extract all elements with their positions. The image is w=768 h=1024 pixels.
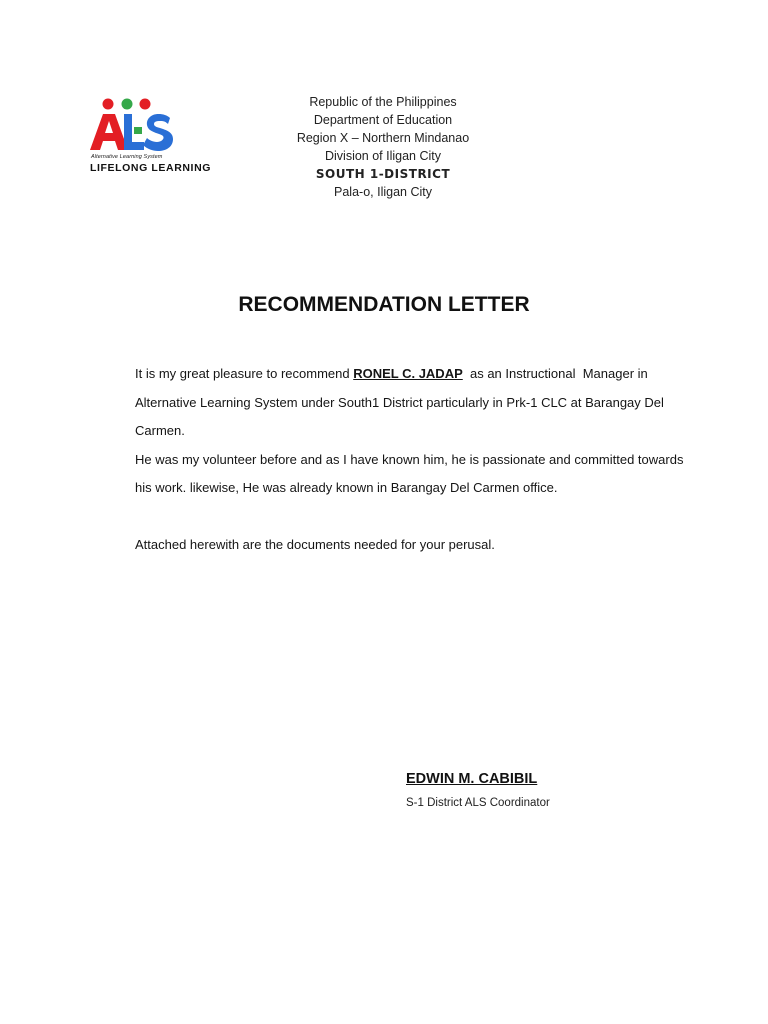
paragraph-2: He was my volunteer before and as I have known him, he is passionate and committed towards his work. likewise, He was already known in Barangay Del Carmen office.: [135, 451, 684, 495]
paragraph-1: [90, 360, 690, 446]
header-address: Pala-o, Iligan City: [334, 185, 432, 199]
paragraph-3: Attached herewith are the documents needed for your perusal.: [135, 536, 495, 552]
signatory-name: EDWIN M. CABIBIL: [406, 771, 538, 787]
paragraph-spacer: [90, 503, 690, 531]
p1-text-after: as an Instructional Manager in Alternative Learning System under South1 District particularly in Prk-1 CLC at Barangay Del Carmen.: [135, 366, 668, 438]
logo-tagline: LIFELONG LEARNING: [90, 162, 212, 174]
header-republic: Republic of the Philippines: [309, 95, 457, 109]
header-department: Department of Education: [313, 113, 453, 127]
letterhead: [0, 93, 768, 201]
p1-text-before: It is my great pleasure to recommend: [135, 366, 354, 381]
logo-subtitle: Alternative Learning System: [91, 154, 163, 160]
letter-body: [90, 360, 690, 559]
letter-title: RECOMMENDATION LETTER: [238, 293, 530, 316]
header-region: Region X – Northern Mindanao: [296, 131, 470, 145]
signatory-title: S-1 District ALS Coordinator: [406, 797, 550, 809]
header-district: SOUTH 1-DISTRICT: [315, 167, 451, 181]
recommended-name: RONEL C. JADAP: [353, 366, 463, 381]
header-division: Division of Iligan City: [324, 149, 441, 163]
signature-block: [406, 771, 550, 809]
